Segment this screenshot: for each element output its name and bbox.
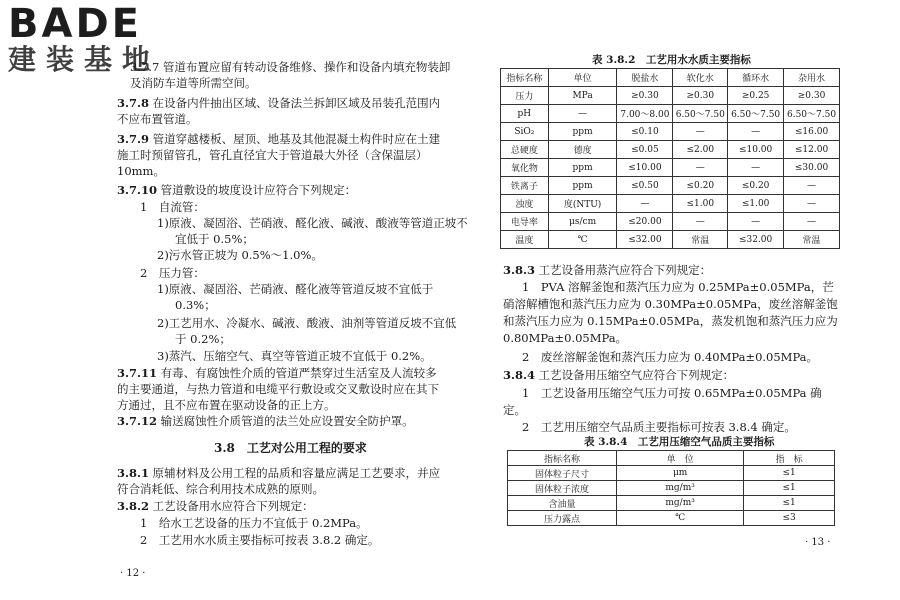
table-cell: — xyxy=(784,195,840,213)
table-cell: ≤16.00 xyxy=(784,123,840,141)
table-cell: mg/m³ xyxy=(617,496,744,511)
clause-3-8-1-cont: 符合消耗低、综合利用技术成熟的原则。 xyxy=(117,482,324,496)
list-item: 1 自流管： xyxy=(140,200,205,214)
table-cell: 6.50～7.50 xyxy=(728,105,784,123)
clause-3-7-7: 3.7.7 管道布置应留有转动设备维修、操作和设备内填充物装卸 xyxy=(130,60,451,74)
table-3-8-4 xyxy=(507,450,835,526)
logo-sub-text: 建装基地 xyxy=(8,43,161,76)
table-row xyxy=(501,159,840,177)
clause-3-7-11 xyxy=(117,366,437,380)
table-cell: ≤10.00 xyxy=(617,159,673,177)
table-cell: ≤30.00 xyxy=(784,159,840,177)
clause-text: 管道敷设的坡度设计应符合下列规定： xyxy=(160,183,357,197)
table-cell: 压力露点 xyxy=(508,511,617,526)
clause-3-7-10 xyxy=(117,183,356,197)
section-heading-3-8: 3.8 工艺对公用工程的要求 xyxy=(214,441,367,455)
table-header-row xyxy=(501,69,840,87)
table-cell: — xyxy=(728,159,784,177)
table-cell: ≤0.20 xyxy=(728,177,784,195)
table-3-8-4-caption: 表 3.8.4 工艺用压缩空气品质主要指标 xyxy=(584,436,775,448)
clause-3-7-8-cont: 不应布置管道。 xyxy=(117,112,198,126)
table-row xyxy=(508,466,835,481)
clause-3-7-11-cont2: 方通过，且不应布置在驱动设备的正上方。 xyxy=(117,398,336,412)
table-cell: SiO₂ xyxy=(501,123,549,141)
table-cell: 7.00～8.00 xyxy=(617,105,673,123)
clause-number: 3.7.9 xyxy=(117,132,150,146)
table-cell: ≥0.25 xyxy=(728,87,784,105)
table-cell: ≤0.05 xyxy=(617,141,673,159)
clause-text: 工艺设备用压缩空气应符合下列规定： xyxy=(538,368,735,382)
table-row xyxy=(501,177,840,195)
page-number-right: · 13 · xyxy=(805,537,831,548)
clause-text: 工艺设备用水应符合下列规定： xyxy=(152,499,314,513)
table-cell: 含油量 xyxy=(508,496,617,511)
table-row xyxy=(501,141,840,159)
list-item-cont: 硝溶解槽饱和蒸汽压力应为 0.30MPa±0.05MPa，废丝溶解釜饱 xyxy=(503,297,838,311)
table-cell: — xyxy=(728,123,784,141)
page-number-left: · 12 · xyxy=(120,568,146,579)
table-cell: 德度 xyxy=(548,141,617,159)
table-cell: ppm xyxy=(548,159,617,177)
list-item: 1)原液、凝固浴、芒硝液、醛化液、碱液、酸液等管道正坡不 xyxy=(157,216,468,230)
logo-brand-text: BADE xyxy=(8,1,142,47)
list-item: 2 工艺用压缩空气品质主要指标可按表 3.8.4 确定。 xyxy=(522,420,796,434)
clause-3-8-2 xyxy=(117,499,314,513)
table-row xyxy=(501,87,840,105)
table-cell: ≥0.30 xyxy=(784,87,840,105)
table-cell: 常温 xyxy=(673,231,728,249)
table-cell: 固体粒子尺寸 xyxy=(508,466,617,481)
table-row xyxy=(508,481,835,496)
table-cell: — xyxy=(784,213,840,231)
table-cell: MPa xyxy=(548,87,617,105)
column-header: 杂用水 xyxy=(784,69,840,87)
table-row xyxy=(501,231,840,249)
table-cell: mg/m³ xyxy=(617,481,744,496)
list-item-cont: 和蒸汽压力应为 0.15MPa±0.05MPa，蒸发机饱和蒸汽压力应为 xyxy=(503,314,838,328)
table-cell: ≤0.20 xyxy=(673,177,728,195)
table-cell: 氧化物 xyxy=(501,159,549,177)
table-cell: — xyxy=(784,177,840,195)
clause-3-7-9-cont2: 10mm。 xyxy=(117,164,165,178)
table-cell: 度(NTU) xyxy=(548,195,617,213)
clause-number: 3.7.10 xyxy=(117,183,158,197)
table-row xyxy=(508,496,835,511)
table-cell: ≤32.00 xyxy=(728,231,784,249)
clause-text: 工艺设备用蒸汽应符合下列规定： xyxy=(538,263,712,277)
column-header: 指标名称 xyxy=(508,451,617,466)
table-cell: — xyxy=(548,105,617,123)
list-item: 0.3%； xyxy=(175,298,216,312)
table-row xyxy=(501,105,840,123)
column-header: 脱盐水 xyxy=(617,69,673,87)
list-item-cont: 0.80MPa±0.05MPa。 xyxy=(503,331,628,345)
list-item: 宜低于 0.5%； xyxy=(175,232,254,246)
table-cell: — xyxy=(673,159,728,177)
table-cell: 常温 xyxy=(784,231,840,249)
list-item: 于 0.2%； xyxy=(175,332,231,346)
clause-3-7-7-cont: 及消防车道等所需空间。 xyxy=(130,76,257,90)
column-header: 单 位 xyxy=(617,451,744,466)
table-cell: 6.50～7.50 xyxy=(784,105,840,123)
list-item: 1 工艺设备用压缩空气压力可按 0.65MPa±0.05MPa 确 xyxy=(522,386,822,400)
table-cell: ≤20.00 xyxy=(617,213,673,231)
clause-3-7-12 xyxy=(117,414,414,428)
clause-text: 输送腐蚀性介质管道的法兰处应设置安全防护罩。 xyxy=(160,414,414,428)
list-item-cont: 定。 xyxy=(503,403,526,417)
table-cell: ≥0.30 xyxy=(617,87,673,105)
clause-text: 在设备内件抽出区域、设备法兰拆卸区域及吊装孔范围内 xyxy=(152,96,441,110)
clause-number: 3.8.2 xyxy=(117,499,150,513)
table-3-8-2 xyxy=(500,68,840,249)
table-cell: ≤0.50 xyxy=(617,177,673,195)
table-cell: ≤1 xyxy=(744,466,835,481)
table-cell: ≤2.00 xyxy=(673,141,728,159)
list-item: 2 废丝溶解釜饱和蒸汽压力应为 0.40MPa±0.05MPa。 xyxy=(522,350,819,364)
table-cell: ≤0.10 xyxy=(617,123,673,141)
table-cell: ≤1.00 xyxy=(673,195,728,213)
table-row xyxy=(501,123,840,141)
table-cell: 温度 xyxy=(501,231,549,249)
table-cell: ≤12.00 xyxy=(784,141,840,159)
table-cell: ℃ xyxy=(548,231,617,249)
table-header-row xyxy=(508,451,835,466)
clause-3-7-8 xyxy=(117,96,440,110)
table-cell: ≤32.00 xyxy=(617,231,673,249)
table-cell: μs/cm xyxy=(548,213,617,231)
column-header: 循环水 xyxy=(728,69,784,87)
table-cell: 电导率 xyxy=(501,213,549,231)
clause-number: 3.8.4 xyxy=(503,368,536,382)
table-3-8-2-caption: 表 3.8.2 工艺用水水质主要指标 xyxy=(592,54,751,66)
clause-number: 3.8.1 xyxy=(117,466,150,480)
table-cell: ≥0.30 xyxy=(673,87,728,105)
list-item: 1 给水工艺设备的压力不宜低于 0.2MPa。 xyxy=(140,516,368,530)
list-item: 2)工艺用水、冷凝水、碱液、酸液、油剂等管道反坡不宜低 xyxy=(157,316,457,330)
table-cell: 铁离子 xyxy=(501,177,549,195)
table-cell: — xyxy=(673,123,728,141)
clause-3-7-11-cont: 的主要通道，与热力管道和电缆平行敷设或交叉敷设时应在其下 xyxy=(117,382,439,396)
clause-number: 3.7.11 xyxy=(117,366,158,380)
clause-text: 原辅材料及公用工程的品质和容量应满足工艺要求，并应 xyxy=(152,466,441,480)
column-header: 指 标 xyxy=(744,451,835,466)
table-row xyxy=(501,213,840,231)
table-cell: 总硬度 xyxy=(501,141,549,159)
clause-number: 3.8.3 xyxy=(503,263,536,277)
clause-3-8-4 xyxy=(503,368,734,382)
table-row xyxy=(501,195,840,213)
column-header: 软化水 xyxy=(673,69,728,87)
table-cell: pH xyxy=(501,105,549,123)
clause-text: 有毒、有腐蚀性介质的管道严禁穿过生活室及人流较多 xyxy=(160,366,437,380)
clause-3-8-3 xyxy=(503,263,711,277)
table-cell: ≤1.00 xyxy=(728,195,784,213)
clause-text: 管道穿越楼板、屋顶、地基及其他混凝土构件时应在土建 xyxy=(152,132,441,146)
clause-3-8-1 xyxy=(117,466,440,480)
list-item: 2)污水管正坡为 0.5%～1.0%。 xyxy=(157,248,323,262)
table-cell: ≤3 xyxy=(744,511,835,526)
table-cell: — xyxy=(617,195,673,213)
table-cell: 浊度 xyxy=(501,195,549,213)
list-item: 1)原液、凝固浴、芒硝液、醛化液等管道反坡不宜低于 xyxy=(157,282,434,296)
clause-number: 3.7.8 xyxy=(117,96,150,110)
table-cell: ≤10.00 xyxy=(728,141,784,159)
list-item: 2 压力管： xyxy=(140,266,205,280)
list-item: 3)蒸汽、压缩空气、真空等管道正坡不宜低于 0.2%。 xyxy=(157,349,432,363)
clause-3-7-9-cont: 施工时预留管孔，管孔直径宜大于管道最大外径（含保温层） xyxy=(117,148,428,162)
clause-number: 3.7.12 xyxy=(117,414,158,428)
table-cell: — xyxy=(728,213,784,231)
table-cell: ≤1 xyxy=(744,481,835,496)
table-cell: ℃ xyxy=(617,511,744,526)
table-cell: ppm xyxy=(548,123,617,141)
column-header: 指标名称 xyxy=(501,69,549,87)
list-item: 2 工艺用水水质主要指标可按表 3.8.2 确定。 xyxy=(140,533,380,547)
table-cell: 6.50～7.50 xyxy=(673,105,728,123)
clause-3-7-9 xyxy=(117,132,440,146)
table-cell: — xyxy=(673,213,728,231)
table-cell: μm xyxy=(617,466,744,481)
table-cell: 固体粒子浓度 xyxy=(508,481,617,496)
table-cell: ≤1 xyxy=(744,496,835,511)
table-cell: 压力 xyxy=(501,87,549,105)
column-header: 单位 xyxy=(548,69,617,87)
list-item: 1 PVA 溶解釜饱和蒸汽压力应为 0.25MPa±0.05MPa，芒 xyxy=(522,280,834,294)
table-cell: ppm xyxy=(548,177,617,195)
table-row xyxy=(508,511,835,526)
